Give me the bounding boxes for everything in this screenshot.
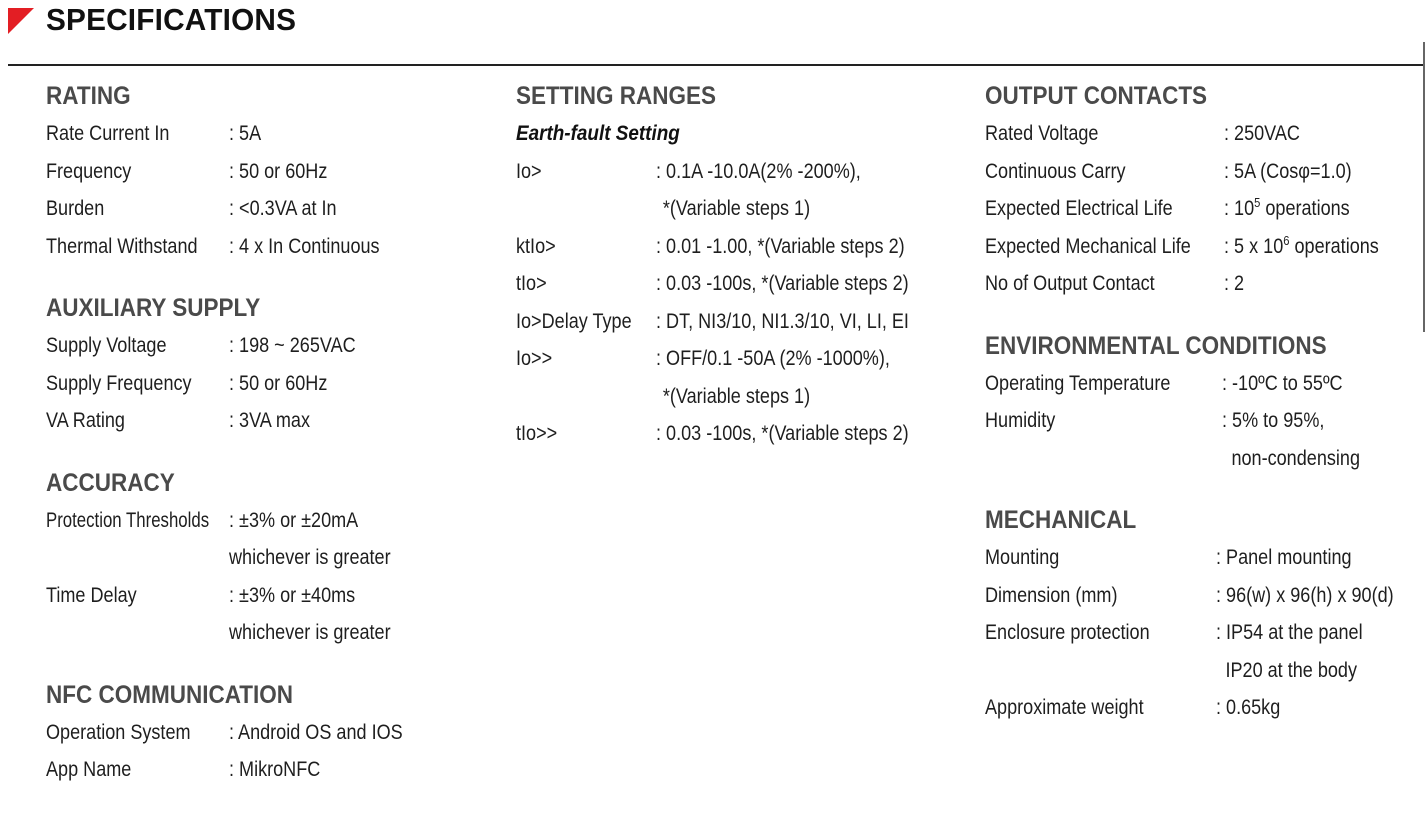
page-title: SPECIFICATIONS [46,2,297,37]
column-right [985,78,1423,752]
spec-row [985,402,1423,477]
section-setting-ranges [516,78,976,453]
page-edge-line [1423,42,1425,332]
spec-row [46,190,496,228]
spec-value: : 50 or 60Hz [229,371,328,395]
spec-value: : -10ºC to 55ºC [1222,371,1343,395]
section-auxiliary-supply [46,290,496,440]
spec-label: Operation System [46,720,191,744]
spec-value-continued: *(Variable steps 1) [662,197,811,220]
spec-row [985,365,1423,403]
spec-label: Expected Electrical Life [985,197,1173,220]
spec-row [46,153,496,191]
header-divider [8,64,1423,66]
spec-value: : 198 ~ 265VAC [229,334,356,357]
spec-label: ktIo> [516,234,556,258]
spec-label: App Name [46,758,132,781]
spec-row [46,751,496,789]
spec-value-continued: whichever is greater [229,621,391,644]
spec-label: Approximate weight [985,696,1144,719]
section-rating [46,78,496,265]
spec-value-continued: whichever is greater [229,546,391,569]
spec-label: tIo>> [516,422,558,445]
spec-value: : 0.1A -10.0A(2% -200%), [656,159,861,183]
spec-label: Dimension (mm) [985,583,1118,607]
spec-value: : 96(w) x 96(h) x 90(d) [1216,583,1394,607]
spec-value: : 250VAC [1224,122,1300,145]
spec-value: : 5% to 95%, [1222,409,1325,432]
spec-row [46,327,496,365]
spec-value: : 0.03 -100s, *(Variable steps 2) [656,272,909,295]
spec-row [516,415,976,453]
spec-row [46,577,496,652]
spec-row [985,614,1423,689]
spec-row [985,577,1423,615]
spec-label: Continuous Carry [985,159,1126,183]
spec-row [46,502,496,577]
spec-row [46,402,496,440]
spec-row [516,228,976,266]
spec-value: : 4 x In Continuous [229,234,380,258]
section-title: AUXILIARY SUPPLY [46,294,261,322]
section-title: ACCURACY [46,468,175,497]
section-subtitle: Earth-fault Setting [516,122,680,145]
spec-value: : ±3% or ±20mA [229,508,359,532]
header-triangle-mark [8,8,34,34]
spec-row [46,228,496,266]
spec-label: Humidity [985,409,1056,432]
spec-value: : 3VA max [229,409,310,432]
spec-label: No of Output Contact [985,272,1155,295]
section-title: RATING [46,82,131,110]
spec-label: Enclosure protection [985,621,1150,644]
spec-label: Protection Thresholds [46,508,210,532]
spec-row [516,303,976,341]
spec-value: : MikroNFC [229,758,321,781]
section-accuracy [46,465,496,652]
spec-label: Supply Voltage [46,334,167,357]
spec-value: : ±3% or ±40ms [229,583,356,607]
section-title: ENVIRONMENTAL CONDITIONS [985,331,1327,360]
column-left [46,78,496,814]
spec-label: Io> [516,159,542,183]
section-output-contacts [985,78,1423,303]
spec-label: Rate Current In [46,122,170,145]
spec-label: Frequency [46,159,132,183]
spec-value: : OFF/0.1 -50A (2% -1000%), [656,347,890,370]
section-title: NFC COMMUNICATION [46,680,294,709]
spec-value: : 50 or 60Hz [229,159,328,183]
spec-row [985,689,1423,727]
spec-value: : $10^5$ operations [1224,195,1350,220]
section-nfc-communication [46,677,496,789]
spec-row [985,539,1423,577]
spec-label: tIo> [516,272,547,295]
section-environmental-conditions [985,328,1423,478]
spec-row [46,365,496,403]
spec-label: VA Rating [46,409,125,432]
spec-row [985,228,1423,266]
column-middle [516,78,976,478]
spec-value: : 0.01 -1.00, *(Variable steps 2) [656,234,905,258]
spec-value: : 2 [1224,272,1245,295]
spec-label: Rated Voltage [985,122,1099,145]
spec-row [46,714,496,752]
spec-label: Mounting [985,546,1060,569]
spec-label: Io>> [516,347,553,370]
spec-row [985,153,1423,191]
spec-value-continued: IP20 at the body [1225,658,1357,682]
spec-label: Supply Frequency [46,371,192,395]
spec-label: Burden [46,197,105,220]
section-title: OUTPUT CONTACTS [985,82,1208,110]
spec-label: Operating Temperature [985,371,1171,395]
spec-value: : IP54 at the panel [1216,621,1363,644]
spec-row [516,265,976,303]
spec-label: Expected Mechanical Life [985,234,1191,258]
spec-row [985,190,1423,228]
spec-value: : 5 x $10^6$ operations [1224,232,1379,258]
spec-label: Io>Delay Type [516,309,632,333]
spec-value: : Android OS and IOS [229,720,403,744]
spec-value: : 5A [229,122,262,145]
spec-value: : 0.65kg [1216,696,1281,719]
spec-label: Time Delay [46,583,137,607]
spec-value: : 5A (Cosφ=1.0) [1224,159,1352,183]
spec-row [516,153,976,228]
section-mechanical [985,502,1423,727]
spec-value: : 0.03 -100s, *(Variable steps 2) [656,422,909,445]
section-title: MECHANICAL [985,506,1137,534]
spec-value: : <0.3VA at In [229,197,337,220]
spec-value: : Panel mounting [1216,546,1352,569]
spec-row [516,340,976,415]
spec-row [985,265,1423,303]
section-title: SETTING RANGES [516,82,717,110]
spec-value: : DT, NI3/10, NI1.3/10, VI, LI, EI [656,309,909,333]
spec-row [985,115,1423,153]
spec-label: Thermal Withstand [46,234,198,258]
spec-value-continued: *(Variable steps 1) [662,384,811,408]
spec-value-continued: non-condensing [1231,446,1360,470]
spec-row [46,115,496,153]
